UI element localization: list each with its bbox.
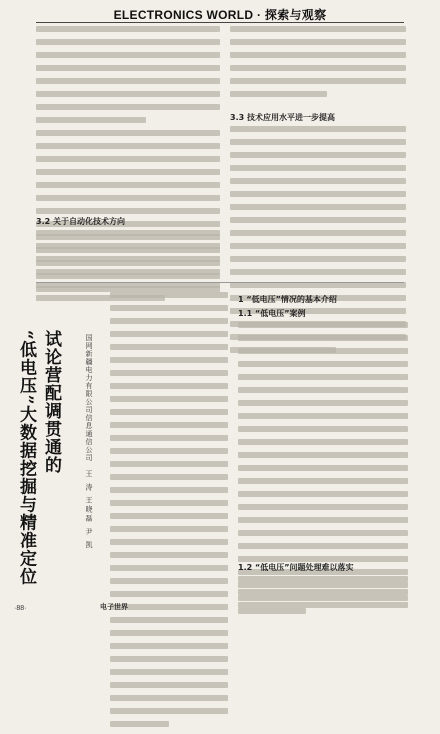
section-3-2: 3.2 关于自动化技术方向 bbox=[36, 217, 125, 226]
section-1-2: 1.2 “低电压”问题处理难以落实 bbox=[238, 563, 354, 572]
page-number: ·88· bbox=[14, 605, 27, 612]
article-affiliation: 国网新疆电力有限公司信息通信公司 bbox=[85, 334, 93, 462]
article-authors: 王 涛 王晓磊 尹 凯 bbox=[85, 470, 93, 550]
page-header: ELECTRONICS WORLD · 探索与观察 bbox=[113, 8, 327, 22]
bottom-middle-text bbox=[110, 292, 228, 734]
article-title-line-2: “低电压”大数据挖掘与精准定位 bbox=[16, 330, 36, 586]
section-1: 1 “低电压”情况的基本介绍 bbox=[238, 295, 337, 304]
section-3-3: 3.3 技术应用水平进一步提高 bbox=[230, 113, 335, 122]
header-rule bbox=[36, 22, 404, 23]
band-rule bbox=[36, 282, 404, 283]
magazine-brand: 电子世界 bbox=[100, 603, 128, 611]
article-title-line-1: 试论营配调贯通的 bbox=[41, 330, 61, 474]
section-1-2-text bbox=[238, 576, 408, 615]
section-1-1: 1.1 “低电压”案例 bbox=[238, 309, 306, 318]
article-title bbox=[14, 330, 64, 586]
top-right-text bbox=[230, 26, 406, 104]
